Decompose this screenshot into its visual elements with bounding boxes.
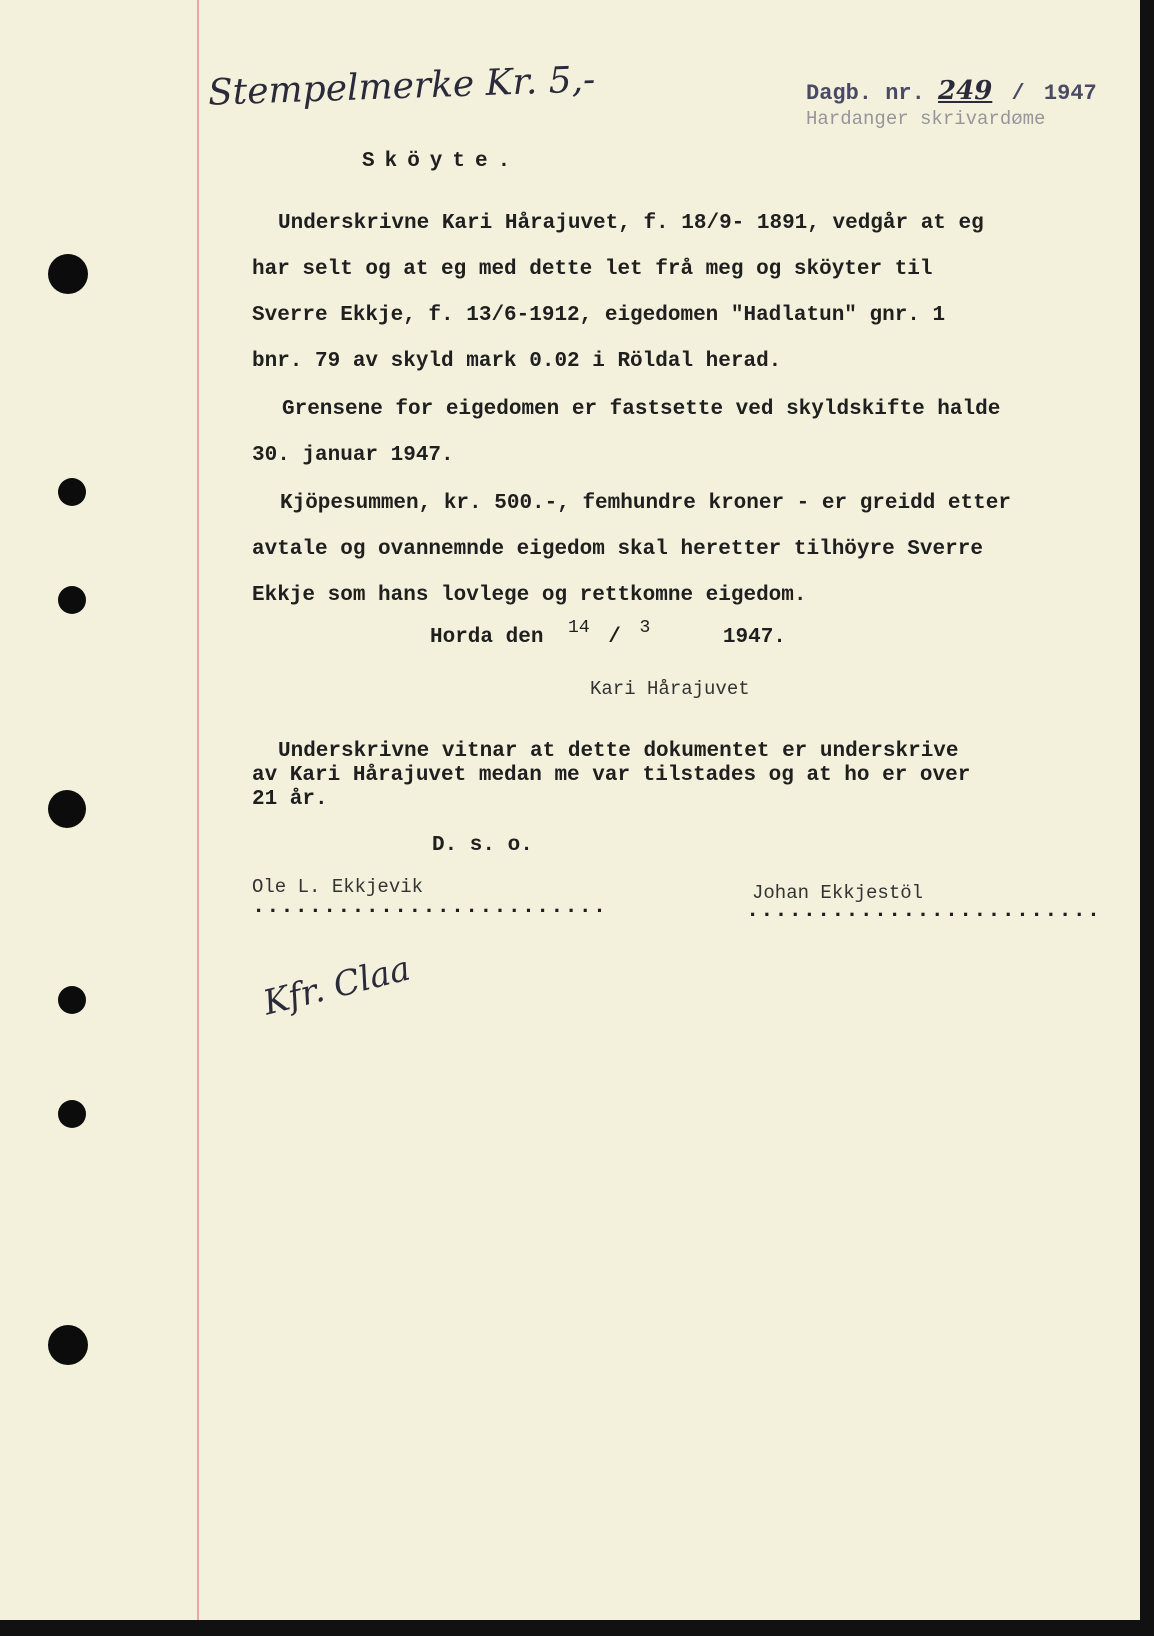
paper-watermark [560, 1140, 650, 1580]
punch-hole [58, 586, 86, 614]
document-title: Sköyte. [362, 150, 521, 173]
body-line: Underskrivne Kari Hårajuvet, f. 18/9- 1891, vedgår at eg [278, 212, 984, 235]
seller-signature: Kari Hårajuvet [590, 678, 750, 700]
punch-hole [58, 1100, 86, 1128]
journal-year: 1947 [1043, 81, 1097, 106]
margin-line [197, 0, 199, 1620]
body-line: Grensene for eigedomen er fastsette ved skyldskifte halde [282, 398, 1001, 421]
body-line: Sverre Ekkje, f. 13/6-1912, eigedomen "Hadlatun" gnr. 1 [252, 304, 946, 327]
punch-hole [58, 478, 86, 506]
dso-mark: D. s. o. [432, 834, 533, 857]
journal-separator: / [1011, 81, 1025, 106]
date-separator: / [608, 626, 621, 649]
witness2-signature: Johan Ekkjestöl [752, 882, 924, 904]
handwritten-initials: Kfr. Claa [259, 948, 415, 1024]
witness-line: av Kari Hårajuvet medan me var tilstades og at ho er over [252, 764, 971, 787]
office-stamp: Hardanger skrivardøme [806, 108, 1046, 130]
date-year: 1947. [722, 626, 786, 649]
witness1-dotted-line: ......................... [252, 894, 608, 919]
witness-line: 21 år. [252, 788, 328, 811]
body-line: 30. januar 1947. [252, 444, 454, 467]
journal-stamp [806, 76, 1097, 106]
place-date [430, 618, 786, 649]
place-prefix: Horda den [430, 626, 544, 649]
body-line: har selt og at eg med dette let frå meg og sköyter til [252, 258, 933, 281]
witness2-dotted-line: ......................... [746, 898, 1102, 923]
journal-label: Dagb. nr. [806, 81, 925, 106]
date-month: 3 [639, 618, 651, 638]
body-line: avtale og ovannemnde eigedom skal heretter tilhöyre Sverre [252, 538, 983, 561]
punch-hole [48, 1325, 88, 1365]
body-line: Kjöpesummen, kr. 500.-, femhundre kroner - er greidd etter [280, 492, 1011, 515]
punch-hole [58, 986, 86, 1014]
witness1-signature: Ole L. Ekkjevik [252, 876, 424, 898]
punch-hole [48, 254, 88, 294]
witness-line: Underskrivne vitnar at dette dokumentet er underskrive [278, 740, 959, 763]
body-line: Ekkje som hans lovlege og rettkomne eigedom. [252, 584, 807, 607]
stamp-note-handwritten: Stempelmerke Kr. 5,- [207, 59, 596, 114]
journal-number: 249 [938, 76, 993, 106]
body-line: bnr. 79 av skyld mark 0.02 i Röldal herad. [252, 350, 782, 373]
date-day: 14 [568, 618, 590, 638]
punch-hole [48, 790, 86, 828]
